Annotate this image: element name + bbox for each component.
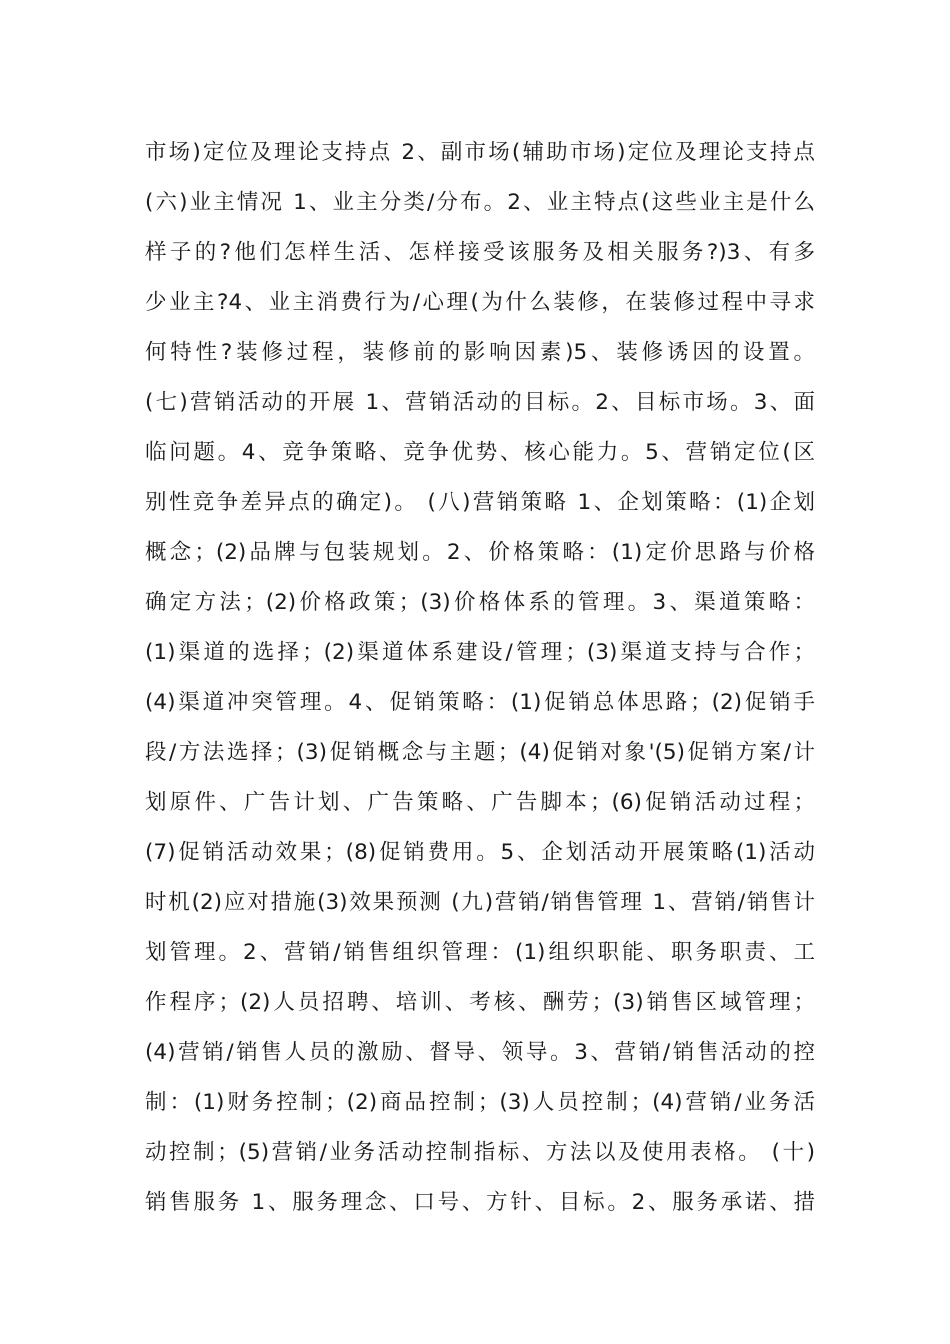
text-line: 制：(1)财务控制；(2)商品控制；(3)人员控制；(4)营销/业务活 [145, 1090, 815, 1115]
text-line: 划管理。2、营销/销售组织管理：(1)组织职能、职务职责、工 [145, 940, 815, 965]
text-line: (七)营销活动的开展 1、营销活动的目标。2、目标市场。3、面 [145, 390, 815, 415]
text-line: 少业主?4、业主消费行为/心理(为什么装修，在装修过程中寻求 [145, 290, 815, 315]
text-line: 销售服务 1、服务理念、口号、方针、目标。2、服务承诺、措 [145, 1190, 815, 1215]
text-line: 段/方法选择；(3)促销概念与主题；(4)促销对象'(5)促销方案/计 [145, 740, 815, 765]
document-body [145, 128, 815, 1228]
text-line: 样子的?他们怎样生活、怎样接受该服务及相关服务?)3、有多 [145, 240, 815, 265]
text-line: (1)渠道的选择；(2)渠道体系建设/管理；(3)渠道支持与合作； [145, 640, 815, 665]
text-line: (7)促销活动效果；(8)促销费用。5、企划活动开展策略(1)活动 [145, 840, 815, 865]
text-line: (4)营销/销售人员的激励、督导、领导。3、营销/销售活动的控 [145, 1040, 815, 1065]
text-line: 市场)定位及理论支持点 2、副市场(辅助市场)定位及理论支持点 [145, 140, 815, 165]
text-line: 确定方法；(2)价格政策；(3)价格体系的管理。3、渠道策略： [145, 590, 815, 615]
text-line: (六)业主情况 1、业主分类/分布。2、业主特点(这些业主是什么 [145, 190, 815, 215]
text-line: 时机(2)应对措施(3)效果预测 (九)营销/销售管理 1、营销/销售计 [145, 890, 815, 915]
text-line: 别性竞争差异点的确定)。 (八)营销策略 1、企划策略：(1)企划 [145, 490, 815, 515]
text-line: (4)渠道冲突管理。4、促销策略：(1)促销总体思路；(2)促销手 [145, 690, 815, 715]
text-line: 作程序；(2)人员招聘、培训、考核、酬劳；(3)销售区域管理； [145, 990, 815, 1015]
text-line: 何特性?装修过程，装修前的影响因素)5、装修诱因的设置。 [145, 340, 815, 365]
text-line: 临问题。4、竞争策略、竞争优势、核心能力。5、营销定位(区 [145, 440, 815, 465]
text-line: 概念；(2)品牌与包装规划。2、价格策略：(1)定价思路与价格 [145, 540, 815, 565]
text-line: 动控制；(5)营销/业务活动控制指标、方法以及使用表格。 (十) [145, 1140, 815, 1165]
text-line: 划原件、广告计划、广告策略、广告脚本；(6)促销活动过程； [145, 790, 815, 815]
